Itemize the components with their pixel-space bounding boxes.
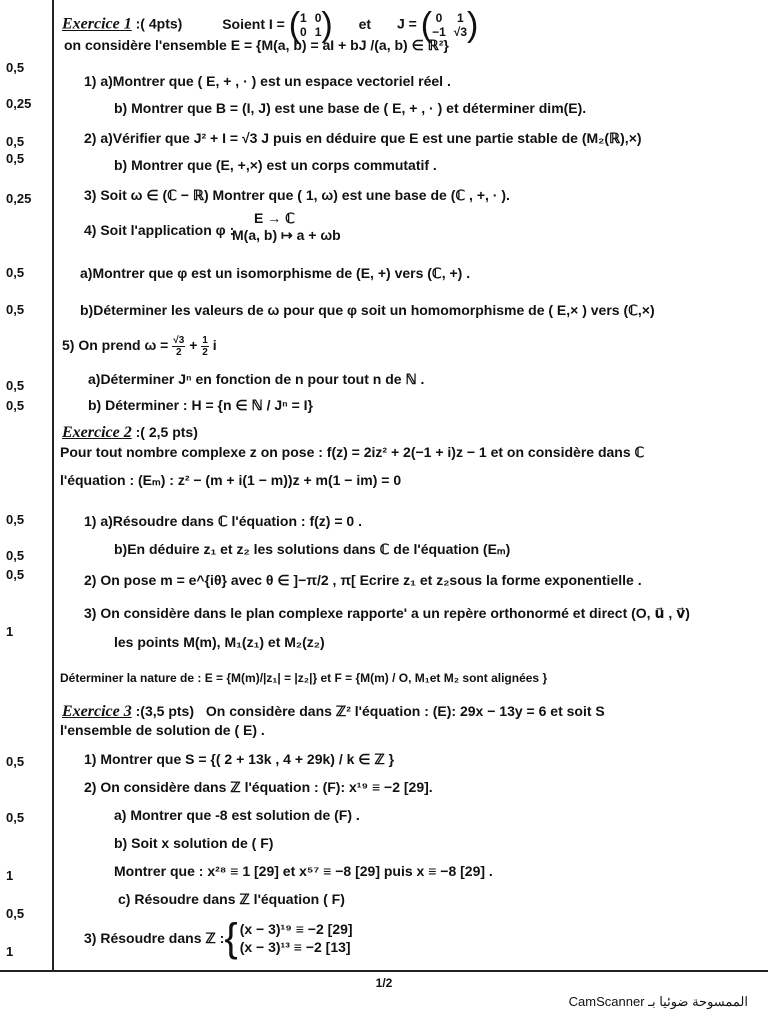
question-4b: b)Déterminer les valeurs de ω pour que φ soit un homomorphisme de ( E,× ) vers (ℂ,×) bbox=[80, 302, 655, 318]
exercise-3-question-2b-2: Montrer que : x²⁸ ≡ 1 [29] et x⁵⁷ ≡ −8 [29] puis x ≡ −8 [29] . bbox=[114, 863, 493, 879]
matrix-I: ( 1 0 0 1 ) bbox=[288, 6, 333, 44]
ensemble-definition: on considère l'ensemble E = {M(a, b) = aI + bJ /(a, b) ∈ ℝ²} bbox=[64, 37, 449, 53]
exercise-2-question-3: 3) On considère dans le plan complexe rapporte' a un repère orthonormé et direct (O, u⃗ , v⃗) bbox=[84, 605, 690, 621]
exercise-3-points: :(3,5 pts) bbox=[135, 703, 194, 719]
exercise-2-intro-2: l'équation : (Eₘ) : z² − (m + i(1 − m))z + m(1 − im) = 0 bbox=[60, 472, 402, 488]
exercise-2-nature: Déterminer la nature de : E = {M(m)/|z₁| = |z₂|} et F = {M(m) / O, M₁et M₂ sont alignées } bbox=[60, 671, 548, 685]
exercise-3-question-1: 1) Montrer que S = {( 2 + 13k , 4 + 29k) / k ∈ ℤ } bbox=[84, 751, 395, 767]
et-label: et bbox=[358, 15, 372, 32]
points-label: 0,5 bbox=[6, 754, 25, 769]
question-5b: b) Déterminer : H = {n ∈ ℕ / Jⁿ = I} bbox=[88, 397, 314, 413]
fraction-sqrt3-over-2: $\frac{√3}{2}$ bbox=[173, 335, 185, 358]
exercise-3-question-2c: c) Résoudre dans ℤ l'équation ( F) bbox=[118, 891, 345, 907]
soient-label: Soient I = bbox=[222, 15, 289, 32]
exercise-2-title: Exercice 2 bbox=[62, 424, 132, 441]
points-label: 1 bbox=[6, 624, 14, 639]
exercise-1-title: Exercice 1 bbox=[62, 15, 132, 33]
points-label: 0,5 bbox=[6, 810, 25, 825]
points-label: 1 bbox=[6, 944, 14, 959]
fraction-1-over-2: $\frac{1}{2}$ bbox=[202, 335, 208, 358]
exercise-3-intro: On considère dans ℤ² l'équation : (E): 29x − 13y = 6 et soit S bbox=[205, 703, 605, 719]
points-label: 0,25 bbox=[6, 191, 32, 206]
exercise-3-question-3: 3) Résoudre dans ℤ : { (x − 3)¹⁹ ≡ −2 [29] (x − 3)¹³ ≡ −2 [13] bbox=[84, 916, 353, 960]
question-2a: 2) a)Vérifier que J² + I = √3 J puis en déduire que E est une partie stable de (M₂(ℝ),×) bbox=[84, 130, 642, 146]
question-2b: b) Montrer que (E, +,×) est un corps commutatif . bbox=[114, 157, 437, 173]
J-label: J = bbox=[396, 15, 421, 32]
points-label: 0,5 bbox=[6, 512, 25, 527]
exercise-3-title: Exercice 3 bbox=[62, 703, 132, 720]
points-label: 0,5 bbox=[6, 134, 25, 149]
bottom-rule bbox=[0, 970, 768, 972]
page-number: 1/2 bbox=[375, 976, 393, 990]
points-label: 0,5 bbox=[6, 567, 25, 582]
points-label: 0,5 bbox=[6, 398, 25, 413]
exercise-3-question-2: 2) On considère dans ℤ l'équation : (F): x¹⁹ ≡ −2 [29]. bbox=[84, 779, 433, 795]
exercise-2-question-3b: les points M(m), M₁(z₁) et M₂(z₂) bbox=[114, 634, 325, 650]
points-label: 0,5 bbox=[6, 265, 25, 280]
exercise-2-points: :( 2,5 pts) bbox=[135, 424, 198, 440]
points-label: 0,5 bbox=[6, 302, 25, 317]
question-4a: a)Montrer que φ est un isomorphisme de (E, +) vers (ℂ, +) . bbox=[80, 265, 471, 281]
question-5: 5) On prend ω = $\frac{√3}{2}$ + $\frac{1}{2}$ i bbox=[62, 335, 217, 358]
points-label: 0,5 bbox=[6, 378, 25, 393]
congruence-system: { (x − 3)¹⁹ ≡ −2 [29] (x − 3)¹³ ≡ −2 [13] bbox=[224, 916, 353, 960]
exercise-3-question-2a: a) Montrer que -8 est solution de (F) . bbox=[114, 807, 360, 823]
points-label: 0,5 bbox=[6, 906, 25, 921]
points-label: 0,5 bbox=[6, 60, 25, 75]
exercise-3-intro-2: l'ensemble de solution de ( E) . bbox=[60, 722, 265, 738]
points-label: 0,5 bbox=[6, 151, 25, 166]
question-3: 3) Soit ω ∈ (ℂ − ℝ) Montrer que ( 1, ω) est une base de (ℂ , +, · ). bbox=[84, 187, 510, 203]
exercise-2-question-1a: 1) a)Résoudre dans ℂ l'équation : f(z) = 0 . bbox=[84, 513, 362, 529]
margin-rule bbox=[52, 0, 54, 970]
points-label: 1 bbox=[6, 868, 14, 883]
phi-mapping: E → ℂ M(a, b) ↦ a + ωb bbox=[232, 210, 341, 243]
exercise-2-question-1b: b)En déduire z₁ et z₂ les solutions dans ℂ de l'équation (Eₘ) bbox=[114, 541, 511, 557]
points-label: 0,25 bbox=[6, 96, 32, 111]
exercise-2-header bbox=[62, 423, 198, 442]
exercise-2-question-2: 2) On pose m = e^{iθ} avec θ ∈ ]−π/2 , π[ Ecrire z₁ et z₂sous la forme exponentielle . bbox=[84, 572, 642, 588]
matrix-J: ( 0 1 −1 √3 ) bbox=[420, 6, 479, 44]
exercise-3-header bbox=[62, 702, 605, 721]
camscanner-watermark: الممسوحة ضوئيا بـ CamScanner bbox=[568, 994, 748, 1009]
exercise-2-intro-1: Pour tout nombre complexe z on pose : f(z) = 2iz² + 2(−1 + i)z − 1 et on considère dans ℂ bbox=[60, 444, 645, 460]
exercise-1-points: :( 4pts) bbox=[135, 15, 183, 32]
points-label: 0,5 bbox=[6, 548, 25, 563]
question-4: 4) Soit l'application φ : bbox=[84, 222, 235, 238]
question-1a: 1) a)Montrer que ( E, + , · ) est un espace vectoriel réel . bbox=[84, 73, 451, 89]
question-1b: b) Montrer que B = (I, J) est une base de ( E, + , · ) et déterminer dim(E). bbox=[114, 100, 587, 116]
exercise-3-question-2b: b) Soit x solution de ( F) bbox=[114, 835, 274, 851]
question-5a: a)Déterminer Jⁿ en fonction de n pour tout n de ℕ . bbox=[88, 371, 425, 387]
